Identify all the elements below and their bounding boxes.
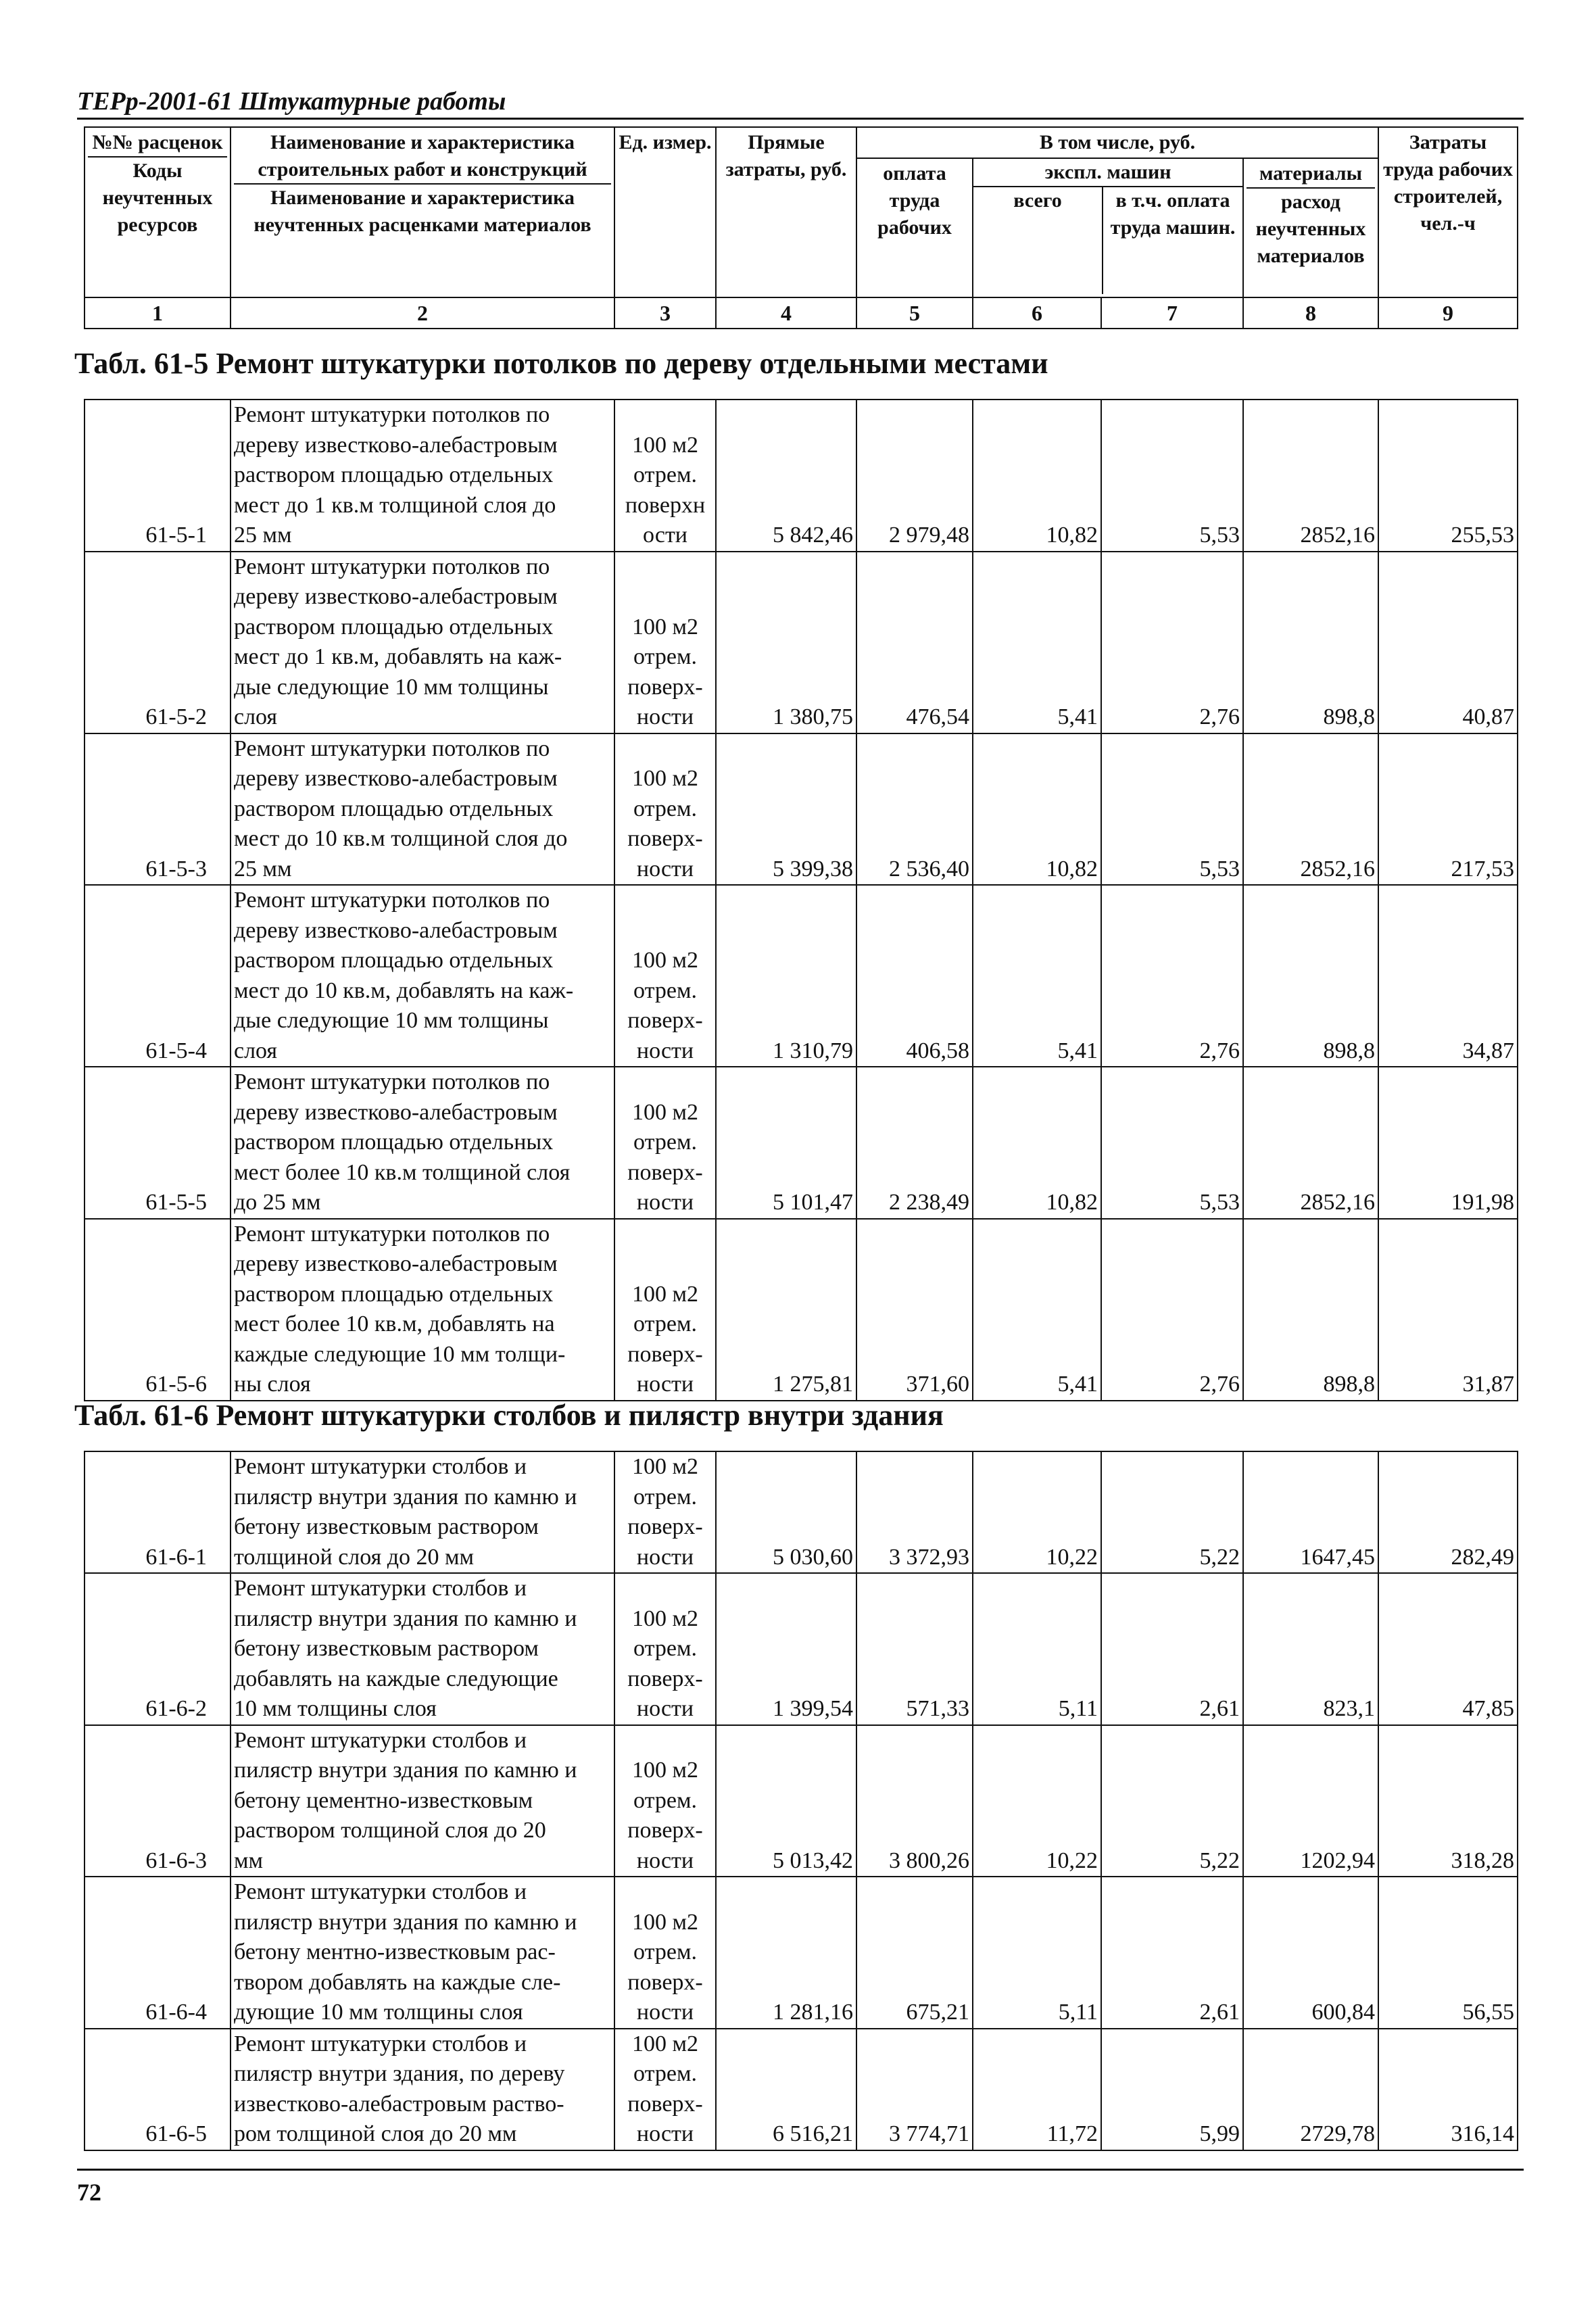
worker-wages-value: 675,21 <box>856 1877 973 2029</box>
unit-line: поверх- <box>627 1159 703 1185</box>
header-wages-bottom: труда рабочих <box>877 189 952 239</box>
machine-costs-value: 10,82 <box>973 733 1101 886</box>
unit-line: отрем. <box>633 796 697 821</box>
material-costs-value: 823,1 <box>1243 1573 1378 1725</box>
work-description <box>231 1573 614 1725</box>
header-unit: Ед. измер. <box>614 127 716 297</box>
description-line: дереву известково-алебастровым <box>234 766 558 791</box>
table-row <box>84 400 1518 552</box>
direct-costs-value: 1 399,54 <box>716 1573 856 1725</box>
description-line: пилястр внутри здания по камню и <box>234 1909 577 1935</box>
machine-costs-value: 5,11 <box>973 1573 1101 1725</box>
description-line: 25 мм <box>234 856 292 882</box>
column-header-table <box>84 126 1518 329</box>
unit-line: 100 м2 <box>631 1606 698 1631</box>
work-description <box>231 1725 614 1877</box>
description-line: толщиной слоя до 20 мм <box>234 1544 475 1570</box>
labor-hours-value: 217,53 <box>1378 733 1518 886</box>
description-line: мм <box>234 1848 264 1873</box>
rate-code: 61-6-3 <box>84 1725 231 1877</box>
direct-costs-value: 5 013,42 <box>716 1725 856 1877</box>
labor-hours-value: 40,87 <box>1378 552 1518 733</box>
description-line: Ремонт штукатурки столбов и <box>234 1454 527 1479</box>
machine-costs-value: 5,11 <box>973 1877 1101 2029</box>
header-machines-total: всего <box>973 187 1103 294</box>
work-description <box>231 1451 614 1573</box>
direct-costs-value: 5 030,60 <box>716 1451 856 1573</box>
description-line: пилястр внутри здания по камню и <box>234 1484 577 1510</box>
unit-line: отрем. <box>633 1787 697 1813</box>
column-number: 6 <box>973 297 1101 329</box>
unit-of-measure <box>614 733 716 886</box>
header-name-bottom: Наименование и характеристика неучтенных расценками материалов <box>253 187 591 236</box>
unit-line: ности <box>636 1696 694 1721</box>
rate-code: 61-5-6 <box>84 1219 231 1401</box>
unit-of-measure <box>614 1573 716 1725</box>
unit-line: ности <box>636 856 694 882</box>
machine-wages-value: 5,53 <box>1101 400 1243 552</box>
material-costs-value: 2852,16 <box>1243 733 1378 886</box>
table-row <box>84 1877 1518 2029</box>
machine-wages-value: 5,22 <box>1101 1451 1243 1573</box>
description-line: Ремонт штукатурки потолков по <box>234 735 550 761</box>
description-line: дующие 10 мм толщины слоя <box>234 2000 523 2025</box>
labor-hours-value: 31,87 <box>1378 1219 1518 1401</box>
table-61-5 <box>84 399 1518 1401</box>
description-line: дереву известково-алебастровым <box>234 917 558 943</box>
work-description <box>231 400 614 552</box>
unit-line: отрем. <box>633 644 697 669</box>
rate-code: 61-6-5 <box>84 2029 231 2150</box>
machine-wages-value: 2,61 <box>1101 1573 1243 1725</box>
unit-line: 100 м2 <box>631 432 698 458</box>
rate-code: 61-6-4 <box>84 1877 231 2029</box>
unit-of-measure <box>614 1451 716 1573</box>
unit-line: ности <box>636 704 694 729</box>
work-description <box>231 1877 614 2029</box>
direct-costs-value: 1 275,81 <box>716 1219 856 1401</box>
table-row <box>84 1219 1518 1401</box>
description-line: добавлять на каждые следующие <box>234 1666 558 1691</box>
description-line: ны слоя <box>234 1372 311 1397</box>
table-row <box>84 733 1518 886</box>
direct-costs-value: 1 281,16 <box>716 1877 856 2029</box>
machine-wages-value: 2,76 <box>1101 1219 1243 1401</box>
description-line: каждые следующие 10 мм толщи- <box>234 1341 566 1367</box>
rate-code: 61-5-4 <box>84 885 231 1067</box>
unit-line: 100 м2 <box>631 1758 698 1783</box>
unit-of-measure <box>614 1067 716 1219</box>
header-machines-cell <box>973 158 1243 297</box>
unit-line: 100 м2 <box>631 766 698 791</box>
description-line: мест до 1 кв.м, добавлять на каж- <box>234 644 562 669</box>
labor-hours-value: 34,87 <box>1378 885 1518 1067</box>
unit-line: ности <box>636 1372 694 1397</box>
machine-wages-value: 5,99 <box>1101 2029 1243 2150</box>
table-row <box>84 885 1518 1067</box>
description-line: раствором площадью отдельных <box>234 796 554 821</box>
work-description <box>231 2029 614 2150</box>
description-line: 10 мм толщины слоя <box>234 1696 437 1721</box>
work-description <box>231 1067 614 1219</box>
labor-hours-value: 56,55 <box>1378 1877 1518 2029</box>
column-number: 9 <box>1378 297 1518 329</box>
description-line: слоя <box>234 704 278 729</box>
direct-costs-value: 1 380,75 <box>716 552 856 733</box>
direct-costs-value: 1 310,79 <box>716 885 856 1067</box>
worker-wages-value: 3 800,26 <box>856 1725 973 1877</box>
direct-costs-value: 6 516,21 <box>716 2029 856 2150</box>
machine-costs-value: 10,82 <box>973 400 1101 552</box>
worker-wages-value: 2 536,40 <box>856 733 973 886</box>
column-number: 4 <box>716 297 856 329</box>
unit-line: ности <box>636 2000 694 2025</box>
column-number: 5 <box>856 297 973 329</box>
material-costs-value: 898,8 <box>1243 1219 1378 1401</box>
unit-line: отрем. <box>633 2061 697 2086</box>
material-costs-value: 898,8 <box>1243 552 1378 733</box>
work-description <box>231 885 614 1067</box>
header-materials-bottom: расход неучтенных материалов <box>1255 191 1366 267</box>
unit-line: поверхн <box>625 492 706 518</box>
machine-wages-value: 5,53 <box>1101 733 1243 886</box>
description-line: Ремонт штукатурки столбов и <box>234 1879 527 1904</box>
header-materials-cell <box>1243 158 1378 297</box>
material-costs-value: 2852,16 <box>1243 1067 1378 1219</box>
page-header: ТЕРр-2001-61 Штукатурные работы <box>77 87 506 116</box>
description-line: ром толщиной слоя до 20 мм <box>234 2121 517 2146</box>
labor-hours-value: 47,85 <box>1378 1573 1518 1725</box>
work-description <box>231 733 614 886</box>
machine-costs-value: 11,72 <box>973 2029 1101 2150</box>
worker-wages-value: 476,54 <box>856 552 973 733</box>
footer-divider <box>77 2169 1524 2171</box>
machine-costs-value: 10,82 <box>973 1067 1101 1219</box>
unit-line: поверх- <box>627 674 703 700</box>
description-line: дереву известково-алебастровым <box>234 1099 558 1125</box>
description-line: дереву известково-алебастровым <box>234 432 558 458</box>
labor-hours-value: 282,49 <box>1378 1451 1518 1573</box>
rate-code: 61-5-1 <box>84 400 231 552</box>
machine-costs-value: 5,41 <box>973 885 1101 1067</box>
unit-of-measure <box>614 1877 716 2029</box>
material-costs-value: 1202,94 <box>1243 1725 1378 1877</box>
unit-of-measure <box>614 2029 716 2150</box>
material-costs-value: 600,84 <box>1243 1877 1378 2029</box>
header-name-cell <box>231 127 614 297</box>
header-machines: экспл. машин <box>973 159 1242 187</box>
section-title-61-6: Табл. 61-6 Ремонт штукатурки столбов и пилястр внутри здания <box>74 1399 944 1432</box>
labor-hours-value: 316,14 <box>1378 2029 1518 2150</box>
description-line: Ремонт штукатурки потолков по <box>234 402 550 427</box>
machine-costs-value: 10,22 <box>973 1451 1101 1573</box>
description-line: Ремонт штукатурки потолков по <box>234 1221 550 1247</box>
description-line: слоя <box>234 1038 278 1063</box>
unit-line: поверх- <box>627 1341 703 1367</box>
description-line: раствором площадью отдельных <box>234 948 554 973</box>
worker-wages-value: 371,60 <box>856 1219 973 1401</box>
description-line: дые следующие 10 мм толщины <box>234 1008 549 1033</box>
header-materials-top: материалы <box>1247 160 1375 189</box>
unit-line: отрем. <box>633 1130 697 1155</box>
machine-wages-value: 2,76 <box>1101 885 1243 1067</box>
direct-costs-value: 5 842,46 <box>716 400 856 552</box>
rate-code: 61-6-2 <box>84 1573 231 1725</box>
unit-line: 100 м2 <box>631 1454 698 1479</box>
description-line: дые следующие 10 мм толщины <box>234 674 549 700</box>
description-line: мест до 1 кв.м толщиной слоя до <box>234 492 556 518</box>
unit-line: ности <box>636 1544 694 1570</box>
table-row <box>84 1451 1518 1573</box>
unit-line: ности <box>636 2121 694 2146</box>
description-line: раствором площадью отдельных <box>234 614 554 640</box>
description-line: раствором площадью отдельных <box>234 1130 554 1155</box>
worker-wages-value: 3 774,71 <box>856 2029 973 2150</box>
unit-line: ности <box>636 1038 694 1063</box>
description-line: 25 мм <box>234 523 292 548</box>
header-code-top: №№ расценок <box>88 129 227 158</box>
worker-wages-value: 2 238,49 <box>856 1067 973 1219</box>
description-line: бетону цементно-известковым <box>234 1787 533 1813</box>
material-costs-value: 2729,78 <box>1243 2029 1378 2150</box>
description-line: Ремонт штукатурки столбов и <box>234 2031 527 2056</box>
unit-line: отрем. <box>633 978 697 1003</box>
description-line: дереву известково-алебастровым <box>234 584 558 609</box>
table-61-6 <box>84 1451 1518 2151</box>
header-code-cell <box>84 127 231 297</box>
material-costs-value: 1647,45 <box>1243 1451 1378 1573</box>
unit-line: 100 м2 <box>631 1099 698 1125</box>
description-line: дереву известково-алебастровым <box>234 1251 558 1276</box>
unit-line: отрем. <box>633 462 697 487</box>
description-line: раствором толщиной слоя до 20 <box>234 1818 546 1843</box>
unit-line: 100 м2 <box>631 1909 698 1935</box>
description-line: мест более 10 кв.м толщиной слоя <box>234 1159 571 1185</box>
column-number: 7 <box>1101 297 1243 329</box>
rate-code: 61-5-2 <box>84 552 231 733</box>
header-wages-top: оплата <box>883 162 946 185</box>
table-row <box>84 2029 1518 2150</box>
machine-costs-value: 10,22 <box>973 1725 1101 1877</box>
unit-line: отрем. <box>633 1939 697 1964</box>
unit-line: поверх- <box>627 1969 703 1995</box>
unit-line: поверх- <box>627 1514 703 1539</box>
rate-code: 61-6-1 <box>84 1451 231 1573</box>
description-line: Ремонт штукатурки столбов и <box>234 1576 527 1601</box>
unit-line: 100 м2 <box>631 614 698 640</box>
labor-hours-value: 255,53 <box>1378 400 1518 552</box>
header-direct-costs: Прямые затраты, руб. <box>716 127 856 297</box>
unit-line: отрем. <box>633 1311 697 1336</box>
machine-wages-value: 2,76 <box>1101 552 1243 733</box>
description-line: бетону известковым раствором <box>234 1636 539 1661</box>
column-number: 2 <box>231 297 614 329</box>
description-line: бетону ментно-известковым рас- <box>234 1939 556 1964</box>
unit-line: поверх- <box>627 826 703 851</box>
direct-costs-value: 5 399,38 <box>716 733 856 886</box>
labor-hours-value: 191,98 <box>1378 1067 1518 1219</box>
material-costs-value: 2852,16 <box>1243 400 1378 552</box>
unit-line: поверх- <box>627 1666 703 1691</box>
description-line: пилястр внутри здания, по дереву <box>234 2061 565 2086</box>
header-name-top: Наименование и характеристика строительных работ и конструкций <box>234 129 611 185</box>
unit-line: отрем. <box>633 1636 697 1661</box>
column-number-row <box>84 297 1518 329</box>
unit-of-measure <box>614 885 716 1067</box>
unit-line: поверх- <box>627 2091 703 2117</box>
unit-line: отрем. <box>633 1484 697 1510</box>
header-group: В том числе, руб. <box>856 127 1378 158</box>
unit-line: поверх- <box>627 1818 703 1843</box>
unit-line: 100 м2 <box>631 948 698 973</box>
unit-line: ности <box>636 1848 694 1873</box>
header-machines-wages: в т.ч. оплата труда машин. <box>1110 189 1236 239</box>
page-number: 72 <box>77 2179 101 2206</box>
unit-of-measure <box>614 400 716 552</box>
description-line: Ремонт штукатурки столбов и <box>234 1727 527 1753</box>
work-description <box>231 552 614 733</box>
machine-wages-value: 2,61 <box>1101 1877 1243 2029</box>
unit-line: поверх- <box>627 1008 703 1033</box>
description-line: бетону известковым раствором <box>234 1514 539 1539</box>
unit-of-measure <box>614 1725 716 1877</box>
rate-code: 61-5-3 <box>84 733 231 886</box>
material-costs-value: 898,8 <box>1243 885 1378 1067</box>
description-line: до 25 мм <box>234 1190 321 1215</box>
machine-costs-value: 5,41 <box>973 1219 1101 1401</box>
description-line: известково-алебастровым раство- <box>234 2091 564 2117</box>
work-description <box>231 1219 614 1401</box>
column-number: 8 <box>1243 297 1378 329</box>
unit-of-measure <box>614 1219 716 1401</box>
worker-wages-value: 571,33 <box>856 1573 973 1725</box>
description-line: пилястр внутри здания по камню и <box>234 1758 577 1783</box>
unit-line: ности <box>636 1190 694 1215</box>
description-line: Ремонт штукатурки потолков по <box>234 554 550 579</box>
description-line: раствором площадью отдельных <box>234 462 554 487</box>
column-number: 1 <box>84 297 231 329</box>
description-line: раствором площадью отдельных <box>234 1281 554 1307</box>
header-wages-cell <box>856 158 973 297</box>
worker-wages-value: 3 372,93 <box>856 1451 973 1573</box>
description-line: мест до 10 кв.м, добавлять на каж- <box>234 978 574 1003</box>
column-number: 3 <box>614 297 716 329</box>
description-line: твором добавлять на каждые сле- <box>234 1969 561 1995</box>
machine-wages-value: 5,22 <box>1101 1725 1243 1877</box>
header-divider <box>77 118 1524 120</box>
description-line: Ремонт штукатурки потолков по <box>234 888 550 913</box>
table-row <box>84 552 1518 733</box>
header-labor: Затраты труда рабочих строителей, чел.-ч <box>1378 127 1518 297</box>
machine-costs-value: 5,41 <box>973 552 1101 733</box>
unit-of-measure <box>614 552 716 733</box>
labor-hours-value: 318,28 <box>1378 1725 1518 1877</box>
description-line: мест более 10 кв.м, добавлять на <box>234 1311 555 1336</box>
description-line: пилястр внутри здания по камню и <box>234 1606 577 1631</box>
direct-costs-value: 5 101,47 <box>716 1067 856 1219</box>
worker-wages-value: 2 979,48 <box>856 400 973 552</box>
rate-code: 61-5-5 <box>84 1067 231 1219</box>
unit-line: ости <box>643 523 687 548</box>
description-line: Ремонт штукатурки потолков по <box>234 1069 550 1094</box>
machine-wages-value: 5,53 <box>1101 1067 1243 1219</box>
table-row <box>84 1573 1518 1725</box>
description-line: мест до 10 кв.м толщиной слоя до <box>234 826 568 851</box>
unit-line: 100 м2 <box>631 2031 698 2056</box>
table-row <box>84 1067 1518 1219</box>
worker-wages-value: 406,58 <box>856 885 973 1067</box>
unit-line: 100 м2 <box>631 1281 698 1307</box>
header-code-bottom: Коды неучтенных ресурсов <box>102 160 213 236</box>
table-row <box>84 1725 1518 1877</box>
section-title-61-5: Табл. 61-5 Ремонт штукатурки потолков по дереву отдельными местами <box>74 347 1048 380</box>
